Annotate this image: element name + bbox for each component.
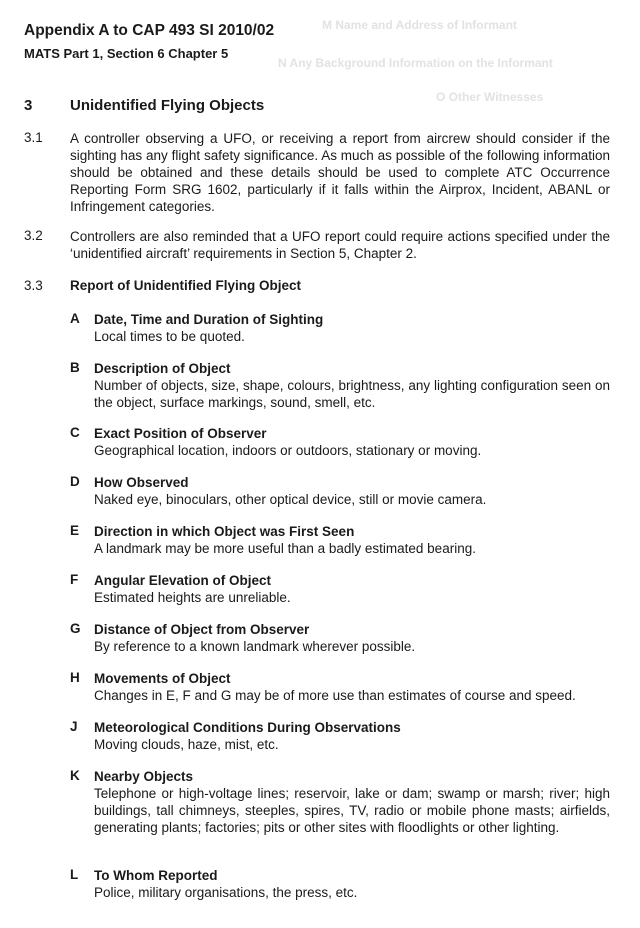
- item-heading: How Observed: [94, 475, 189, 490]
- item-letter: D: [70, 474, 80, 489]
- section-number: 3: [24, 97, 33, 114]
- item-heading: Nearby Objects: [94, 769, 194, 784]
- item-heading: Angular Elevation of Object: [94, 573, 272, 588]
- item-letter: B: [70, 360, 80, 375]
- document-header-appendix: Appendix A to CAP 493 SI 2010/02: [24, 22, 275, 39]
- item-description: Number of objects, size, shape, colours, brightness, any lighting configuration seen on the object, surface markings, sound, smell, etc.: [94, 378, 610, 410]
- item-description: Police, military organisations, the press, etc.: [94, 885, 358, 900]
- paragraph-number: 3.3: [24, 278, 43, 293]
- item-description: Moving clouds, haze, mist, etc.: [94, 737, 279, 752]
- item-heading: Distance of Object from Observer: [94, 622, 310, 637]
- paragraph-number: 3.2: [24, 228, 43, 243]
- item-letter: A: [70, 311, 80, 326]
- item-heading: Direction in which Object was First Seen: [94, 524, 355, 539]
- bleed-through-text: O Other Witnesses: [436, 90, 544, 104]
- paragraph-text: Controllers are also reminded that a UFO report could require actions specified under the ‘unidentified aircraft’ requirements in Section 5, Chapter 2.: [70, 229, 610, 261]
- item-description: Geographical location, indoors or outdoors, stationary or moving.: [94, 443, 482, 458]
- document-header-section: MATS Part 1, Section 6 Chapter 5: [24, 46, 229, 61]
- item-description: Telephone or high-voltage lines; reservoir, lake or dam; swamp or marsh; river; high buildings, tall chimneys, steeples, spires, TV, radio or mobile phone masts; airfields, generating plants; factories; pits or other sites with floodlights or other lighting.: [94, 786, 610, 835]
- item-letter: L: [70, 867, 79, 882]
- paragraph-text: A controller observing a UFO, or receiving a report from aircrew should consider if the sighting has any flight safety significance. As much as possible of the following information should be obtained and these details should be used to complete ATC Occurrence Reporting Form SRG 1602, particularly if it falls within the Airprox, Incident, ABANL or Infringement categories.: [70, 131, 610, 214]
- item-heading: Movements of Object: [94, 671, 231, 686]
- item-letter: J: [70, 719, 78, 734]
- item-heading: To Whom Reported: [94, 868, 218, 883]
- item-letter: K: [70, 768, 80, 783]
- item-description: A landmark may be more useful than a badly estimated bearing.: [94, 541, 476, 556]
- item-letter: E: [70, 523, 80, 538]
- paragraph-number: 3.1: [24, 130, 43, 145]
- item-description: Changes in E, F and G may be of more use than estimates of course and speed.: [94, 688, 576, 703]
- item-heading: Description of Object: [94, 361, 231, 376]
- item-heading: Meteorological Conditions During Observations: [94, 720, 401, 735]
- item-description: Local times to be quoted.: [94, 329, 245, 344]
- bleed-through-text: M Name and Address of Informant: [322, 18, 517, 32]
- item-letter: C: [70, 425, 80, 440]
- section-title: Unidentified Flying Objects: [70, 97, 265, 114]
- report-heading: Report of Unidentified Flying Object: [70, 278, 301, 293]
- item-description: By reference to a known landmark wherever possible.: [94, 639, 416, 654]
- bleed-through-text: N Any Background Information on the Informant: [278, 56, 553, 70]
- item-heading: Exact Position of Observer: [94, 426, 267, 441]
- item-letter: F: [70, 572, 79, 587]
- item-letter: G: [70, 621, 81, 636]
- item-heading: Date, Time and Duration of Sighting: [94, 312, 324, 327]
- item-description: Estimated heights are unreliable.: [94, 590, 291, 605]
- item-description: Naked eye, binoculars, other optical device, still or movie camera.: [94, 492, 487, 507]
- item-letter: H: [70, 670, 80, 685]
